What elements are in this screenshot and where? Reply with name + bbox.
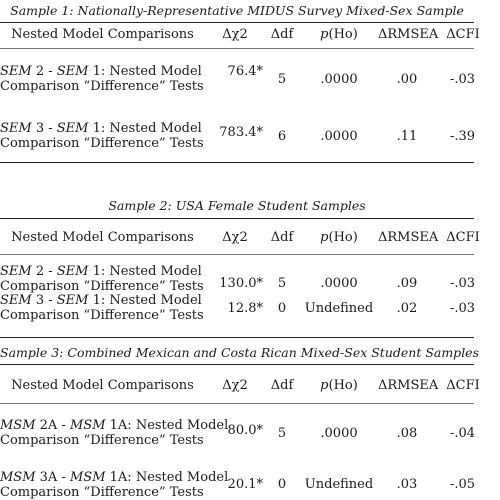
header-rmsea: ΔRMSEA bbox=[378, 27, 439, 42]
table-rule bbox=[0, 162, 474, 163]
delta-df-value: 0 bbox=[277, 301, 287, 316]
header-comparison: Nested Model Comparisons bbox=[11, 378, 194, 393]
cfi-value: -.04 bbox=[450, 426, 476, 441]
header-cfi: ΔCFI bbox=[446, 378, 480, 393]
sample-caption: Sample 3: Combined Mexican and Costa Rican Mixed-Sex Student Samples bbox=[0, 345, 479, 360]
header-delta-chi2: Δχ2 bbox=[222, 230, 248, 245]
delta-chi2-value: 20.1* bbox=[227, 477, 263, 492]
delta-chi2-value: 783.4* bbox=[219, 125, 263, 140]
cfi-value: -.03 bbox=[450, 72, 476, 87]
p-value: .0000 bbox=[320, 72, 358, 87]
table-rule bbox=[0, 337, 474, 338]
header-p: p(Ho) bbox=[320, 27, 358, 42]
cfi-value: -.05 bbox=[450, 477, 476, 492]
header-delta-chi2: Δχ2 bbox=[222, 27, 248, 42]
delta-df-value: 5 bbox=[277, 426, 287, 441]
sample-caption: Sample 1: Nationally-Representative MIDUS Survey Mixed-Sex Sample bbox=[10, 3, 464, 18]
delta-df-value: 6 bbox=[277, 129, 287, 144]
rmsea-value: .00 bbox=[396, 72, 418, 87]
delta-chi2-value: 12.8* bbox=[227, 301, 263, 316]
cfi-value: -.03 bbox=[450, 276, 476, 291]
rmsea-value: .02 bbox=[396, 301, 418, 316]
header-rmsea: ΔRMSEA bbox=[378, 230, 439, 245]
p-value: .0000 bbox=[320, 276, 358, 291]
p-value: .0000 bbox=[320, 129, 358, 144]
header-delta-df: Δdf bbox=[270, 378, 294, 393]
table-rule bbox=[0, 254, 474, 255]
header-comparison: Nested Model Comparisons bbox=[11, 230, 194, 245]
comparison-label: SEM 2 - SEM 1: Nested Model Comparison “Difference” Tests bbox=[0, 264, 204, 294]
delta-chi2-value: 80.0* bbox=[227, 423, 263, 438]
comparison-label: SEM 2 - SEM 1: Nested Model Comparison “Difference” Tests bbox=[0, 64, 204, 94]
delta-chi2-value: 76.4* bbox=[227, 64, 263, 79]
table-rule bbox=[0, 403, 474, 404]
table-rule bbox=[0, 364, 474, 365]
p-value: Undefined bbox=[304, 477, 374, 492]
delta-df-value: 0 bbox=[277, 477, 287, 492]
sample-caption: Sample 2: USA Female Student Samples bbox=[108, 198, 366, 213]
table-rule bbox=[0, 22, 474, 23]
comparison-label: SEM 3 - SEM 1: Nested Model Comparison “Difference” Tests bbox=[0, 121, 204, 151]
header-p: p(Ho) bbox=[320, 378, 358, 393]
header-delta-df: Δdf bbox=[270, 27, 294, 42]
p-value: Undefined bbox=[304, 301, 374, 316]
delta-df-value: 5 bbox=[277, 72, 287, 87]
header-cfi: ΔCFI bbox=[446, 230, 480, 245]
header-comparison: Nested Model Comparisons bbox=[11, 27, 194, 42]
delta-chi2-value: 130.0* bbox=[219, 276, 263, 291]
comparison-label: MSM 2A - MSM 1A: Nested Model Comparison “Difference” Tests bbox=[0, 418, 229, 448]
cfi-value: -.03 bbox=[450, 301, 476, 316]
table-rule bbox=[0, 48, 474, 49]
comparison-label: MSM 3A - MSM 1A: Nested Model Comparison “Difference” Tests bbox=[0, 470, 229, 500]
p-value: .0000 bbox=[320, 426, 358, 441]
header-delta-chi2: Δχ2 bbox=[222, 378, 248, 393]
rmsea-value: .11 bbox=[396, 129, 418, 144]
header-rmsea: ΔRMSEA bbox=[378, 378, 439, 393]
header-cfi: ΔCFI bbox=[446, 27, 480, 42]
rmsea-value: .03 bbox=[396, 477, 418, 492]
comparison-label: SEM 3 - SEM 1: Nested Model Comparison “Difference” Tests bbox=[0, 293, 204, 323]
rmsea-value: .09 bbox=[396, 276, 418, 291]
header-p: p(Ho) bbox=[320, 230, 358, 245]
cfi-value: -.39 bbox=[450, 129, 476, 144]
delta-df-value: 5 bbox=[277, 276, 287, 291]
rmsea-value: .08 bbox=[396, 426, 418, 441]
header-delta-df: Δdf bbox=[270, 230, 294, 245]
table-rule bbox=[0, 218, 474, 219]
